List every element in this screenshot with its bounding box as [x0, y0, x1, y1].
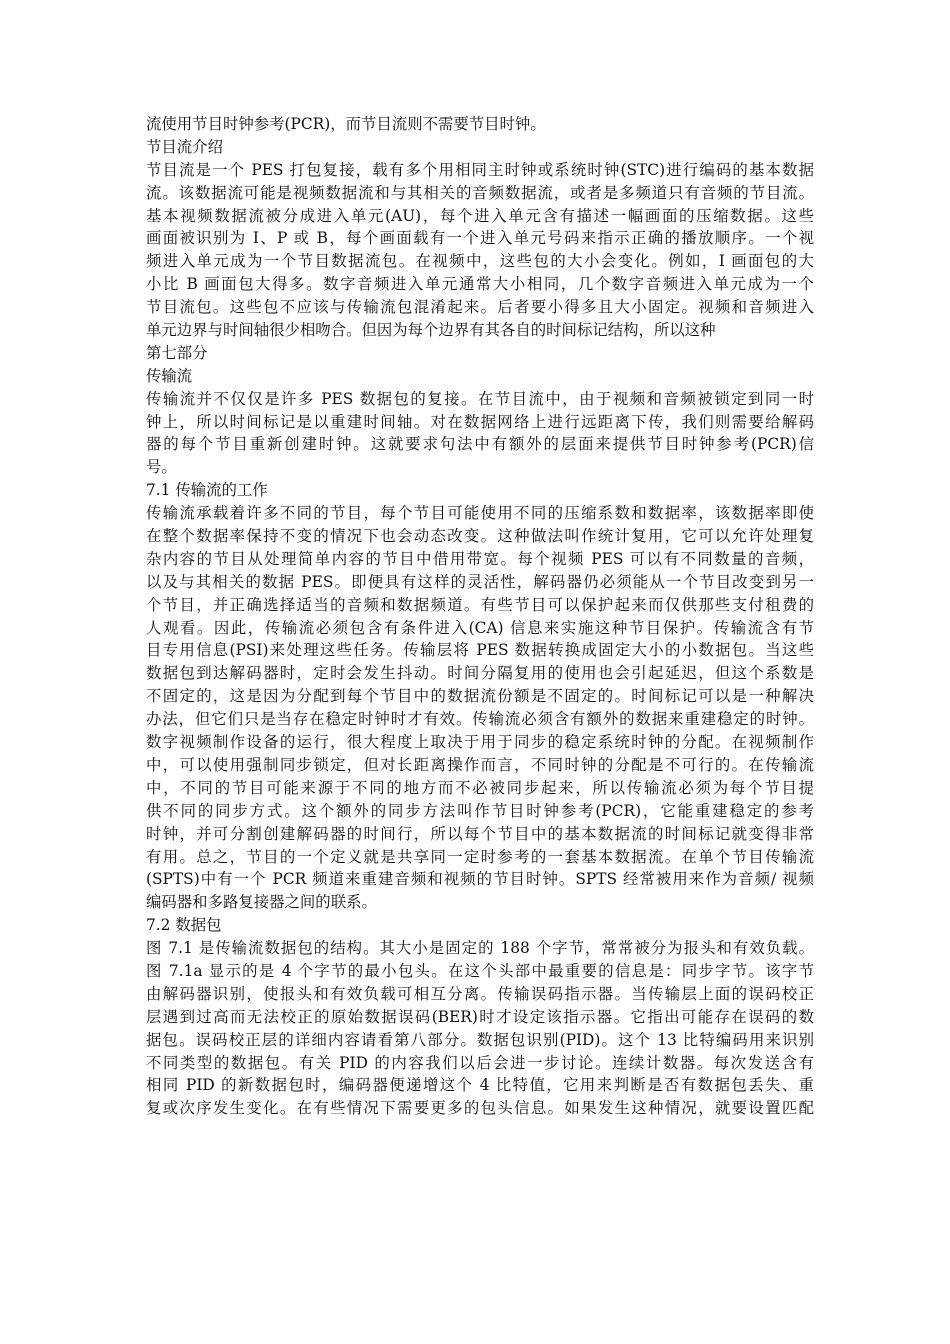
text-line: 单元边界与时间轴很少相吻合。但因为每个边界有其各自的时间标记结构，所以这种	[146, 321, 716, 340]
text-line: 7.1 传输流的工作	[146, 481, 268, 500]
text-line: 传输流	[146, 366, 193, 385]
text-line: 不固定的，这是因为分配到每个节目中的数据流份额是不固定的。时间标记可以是一种解决	[146, 687, 814, 706]
text-line: 第七部分	[146, 343, 208, 362]
text-line: 相同 PID 的新数据包时，编码器便递增这个 4 比特值，它用来判断是否有数据包丢失、重	[146, 1076, 814, 1095]
text-line: 办法，但它们只是当存在稳定时钟时才有效。传输流必须含有额外的数据来重建稳定的时钟。	[146, 710, 814, 729]
text-line: 有用。总之，节目的一个定义就是共享同一定时参考的一套基本数据流。在单个节目传输流	[146, 847, 814, 866]
text-line: 在整个数据率保持不变的情况下也会动态改变。这种做法叫作统计复用，它可以允许处理复	[146, 527, 814, 546]
text-line: 频进入单元成为一个节目数据流包。在视频中，这些包的大小会变化。例如，I 画面包的大	[146, 252, 814, 271]
text-line: 节目流介绍	[146, 137, 223, 156]
text-line: (SPTS)中有一个 PCR 频道来重建音频和视频的节目时钟。SPTS 经常被用来作为音频/ 视频	[146, 870, 814, 889]
text-line: 传输流并不仅仅是许多 PES 数据包的复接。在节目流中，由于视频和音频被锁定到同一时	[146, 389, 814, 408]
text-line: 中，不同的节目可能来源于不同的地方而不必被同步起来，所以传输流必须为每个节目提	[146, 778, 814, 797]
text-line: 供不同的同步方式。这个额外的同步方法叫作节目时钟参考(PCR)，它能重建稳定的参考	[146, 801, 814, 820]
text-line: 流使用节目时钟参考(PCR)，而节目流则不需要节目时钟。	[146, 115, 546, 133]
text-line: 基本视频数据流被分成进入单元(AU)，每个进入单元含有描述一幅画面的压缩数据。这些	[146, 206, 814, 225]
document-page	[146, 113, 814, 1120]
text-line: 数据包到达解码器时，定时会发生抖动。时间分隔复用的使用也会引起延迟，但这个系数是	[146, 664, 814, 683]
text-line: 复或次序发生变化。在有些情况下需要更多的包头信息。如果发生这种情况，就要设置匹配	[146, 1099, 814, 1118]
text-line: 个节目，并正确选择适当的音频和数据频道。有些节目可以保护起来而仅供那些支付租费的	[146, 595, 814, 614]
text-line: 7.2 数据包	[146, 916, 222, 935]
text-line: 层遇到过高而无法校正的原始数据误码(BER)时才设定该指示器。它指出可能存在误码的数	[146, 1007, 814, 1026]
text-line: 据包。误码校正层的详细内容请看第八部分。数据包识别(PID)。这个 13 比特编码用来识别	[146, 1030, 814, 1049]
text-line: 编码器和多路复接器之间的联系。	[146, 893, 377, 912]
text-line: 传输流承载着许多不同的节目，每个节目可能使用不同的压缩系数和数据率，该数据率即使	[146, 504, 814, 523]
text-line: 器的每个节目重新创建时钟。这就要求句法中有额外的层面来提供节目时钟参考(PCR)信	[146, 435, 814, 454]
text-line: 图 7.1a 显示的是 4 个字节的最小包头。在这个头部中最重要的信息是：同步字节。该字节	[146, 961, 814, 980]
text-line: 钟上，所以时间标记是以重建时间轴。对在数据网络上进行远距离下传，我们则需要给解码	[146, 412, 814, 431]
text-line: 人观看。因此，传输流必须包含有条件进入(CA) 信息来实施这种节目保护。传输流含有节	[146, 618, 814, 637]
text-line: 流。该数据流可能是视频数据流和与其相关的音频数据流，或者是多频道只有音频的节目流。	[146, 183, 814, 202]
text-line: 号。	[146, 458, 177, 477]
text-line: 中，可以使用强制同步锁定，但对长距离操作而言，不同时钟的分配是不可行的。在传输流	[146, 755, 814, 774]
text-line: 目专用信息(PSI)来处理这些任务。传输层将 PES 数据转换成固定大小的小数据包。当这些	[146, 641, 814, 660]
text-line: 节目流包。这些包不应该与传输流包混淆起来。后者要小得多且大小固定。视频和音频进入	[146, 298, 814, 317]
text-line: 图 7.1 是传输流数据包的结构。其大小是固定的 188 个字节，常常被分为报头和有效负载。	[146, 939, 814, 958]
text-line: 小比 B 画面包大得多。数字音频进入单元通常大小相同，几个数字音频进入单元成为一个	[146, 275, 814, 294]
text-line: 节目流是一个 PES 打包复接，载有多个用相同主时钟或系统时钟(STC)进行编码的基本数据	[146, 160, 814, 179]
text-line: 不同类型的数据包。有关 PID 的内容我们以后会进一步讨论。连续计数器。每次发送含有	[146, 1053, 814, 1072]
text-line: 杂内容的节目从处理简单内容的节目中借用带宽。每个视频 PES 可以有不同数量的音频，	[146, 549, 814, 568]
text-line: 由解码器识别，使报头和有效负载可相互分离。传输误码指示器。当传输层上面的误码校正	[146, 984, 814, 1003]
text-line: 时钟，并可分割创建解码器的时间行，所以每个节目中的基本数据流的时间标记就变得非常	[146, 824, 814, 843]
text-line: 画面被识别为 I、P 或 B，每个画面载有一个进入单元号码来指示正确的播放顺序。一个视	[146, 229, 814, 248]
text-line: 以及与其相关的数据 PES。即便具有这样的灵活性，解码器仍必须能从一个节目改变到另一	[146, 572, 814, 591]
text-line: 数字视频制作设备的运行，很大程度上取决于用于同步的稳定系统时钟的分配。在视频制作	[146, 733, 814, 752]
